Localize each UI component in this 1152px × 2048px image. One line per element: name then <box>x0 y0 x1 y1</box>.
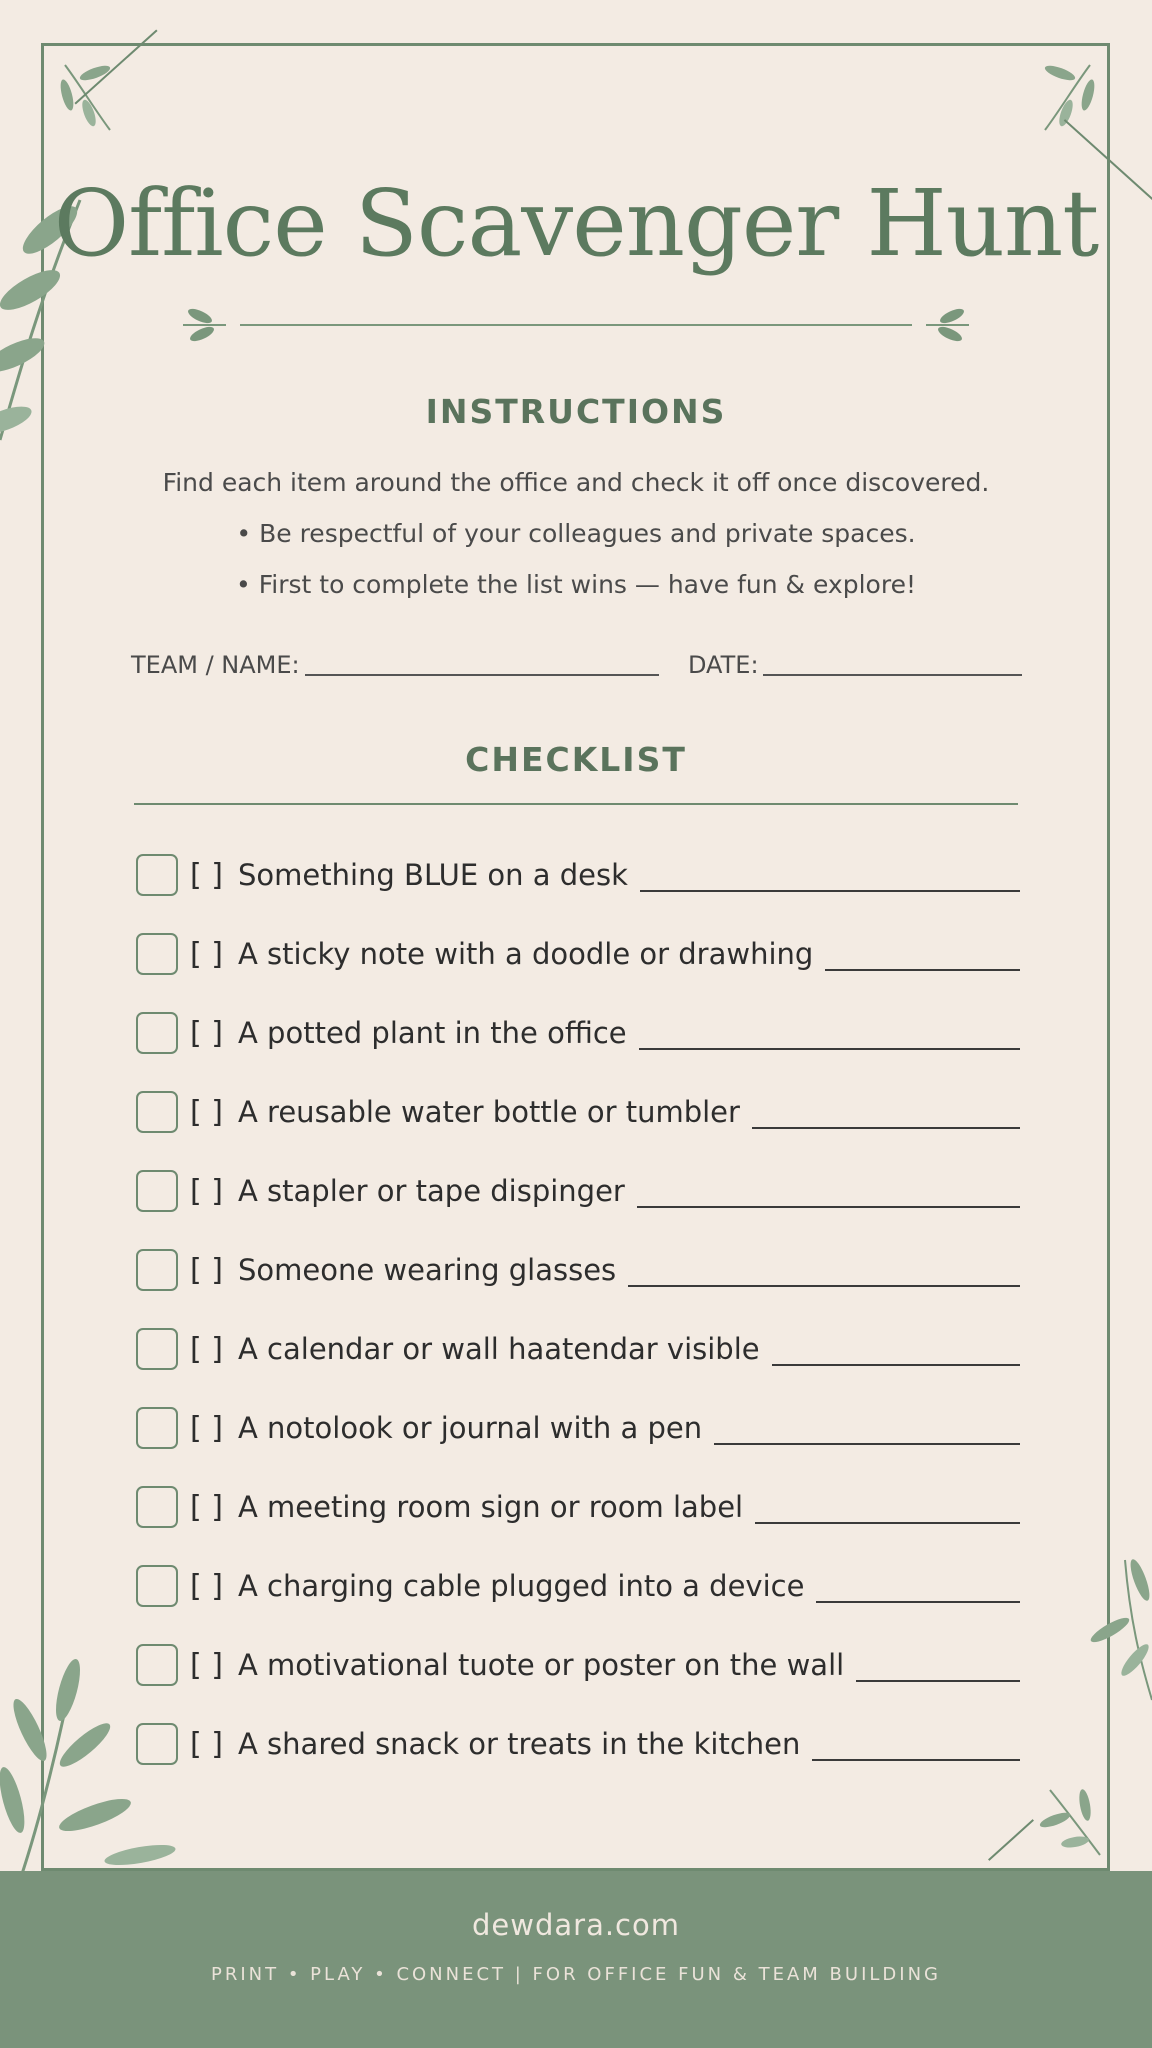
checklist-divider <box>134 803 1018 805</box>
answer-line[interactable] <box>640 890 1020 892</box>
answer-line[interactable] <box>812 1759 1020 1761</box>
checklist-item <box>136 1089 1020 1139</box>
checkbox-bracket: [ ] <box>190 858 223 893</box>
answer-line[interactable] <box>637 1206 1020 1208</box>
checklist-item <box>136 1010 1020 1060</box>
instruction-line: • First to complete the list wins — have fun & explore! <box>236 570 916 599</box>
checklist-item <box>136 852 1020 902</box>
checklist-item <box>136 1642 1020 1692</box>
checklist-item-label: Someone wearing glasses <box>238 1253 617 1287</box>
checkbox-bracket: [ ] <box>190 1648 223 1683</box>
leaf-sprig-icon <box>1080 1550 1152 1710</box>
checkbox[interactable] <box>136 1565 178 1607</box>
checkbox-bracket: [ ] <box>190 1174 223 1209</box>
checkbox[interactable] <box>136 854 178 896</box>
checkbox-bracket: [ ] <box>190 1016 223 1051</box>
instruction-line: • Be respectful of your colleagues and private spaces. <box>236 519 916 548</box>
checkbox[interactable] <box>136 1249 178 1291</box>
answer-line[interactable] <box>825 969 1020 971</box>
checkbox-bracket: [ ] <box>190 1727 223 1762</box>
answer-line[interactable] <box>816 1601 1020 1603</box>
checklist-item-label: A shared snack or treats in the kitchen <box>238 1727 801 1761</box>
checklist-item-label: A meeting room sign or room label <box>238 1490 744 1524</box>
footer <box>0 1871 1152 2048</box>
checkbox-bracket: [ ] <box>190 1332 223 1367</box>
checkbox[interactable] <box>136 1328 178 1370</box>
checklist-item-label: A stapler or tape dispinger <box>238 1174 625 1208</box>
instructions-heading: INSTRUCTIONS <box>425 392 727 431</box>
checklist-item-label: A notolook or journal with a pen <box>238 1411 703 1445</box>
checkbox-bracket: [ ] <box>190 1253 223 1288</box>
checkbox[interactable] <box>136 1407 178 1449</box>
checklist-item <box>136 931 1020 981</box>
checkbox-bracket: [ ] <box>190 1569 223 1604</box>
team-name-label: TEAM / NAME: <box>131 651 300 679</box>
checklist-item-label: A motivational tuote or poster on the wall <box>238 1648 845 1682</box>
page-title: Office Scavenger Hunt <box>53 170 1099 277</box>
answer-line[interactable] <box>772 1364 1020 1366</box>
team-name-field[interactable] <box>305 674 659 676</box>
checklist-item-label: A calendar or wall haatendar visible <box>238 1332 760 1366</box>
answer-line[interactable] <box>755 1522 1020 1524</box>
leaf-ornament-left-icon <box>178 305 228 345</box>
checkbox[interactable] <box>136 1723 178 1765</box>
checklist-item-label: A sticky note with a doodle or drawhing <box>238 937 814 971</box>
title-divider <box>240 324 912 326</box>
checkbox[interactable] <box>136 1170 178 1212</box>
checklist-heading: CHECKLIST <box>465 740 687 779</box>
checkbox[interactable] <box>136 1644 178 1686</box>
checkbox[interactable] <box>136 1091 178 1133</box>
answer-line[interactable] <box>752 1127 1020 1129</box>
checkbox-bracket: [ ] <box>190 1411 223 1446</box>
checkbox[interactable] <box>136 1486 178 1528</box>
checklist-item <box>136 1405 1020 1455</box>
checklist-item <box>136 1247 1020 1297</box>
checklist-item <box>136 1563 1020 1613</box>
checkbox-bracket: [ ] <box>190 937 223 972</box>
leaf-ornament-right-icon <box>924 305 974 345</box>
checklist-item <box>136 1326 1020 1376</box>
checkbox[interactable] <box>136 933 178 975</box>
checkbox-bracket: [ ] <box>190 1095 223 1130</box>
checkbox-bracket: [ ] <box>190 1490 223 1525</box>
checklist-item-label: Something BLUE on a desk <box>238 858 628 892</box>
answer-line[interactable] <box>639 1048 1020 1050</box>
leaf-sprig-icon <box>1030 55 1100 135</box>
checkbox[interactable] <box>136 1012 178 1054</box>
answer-line[interactable] <box>856 1680 1020 1682</box>
checklist-item-label: A charging cable plugged into a device <box>238 1569 805 1603</box>
answer-line[interactable] <box>628 1285 1020 1287</box>
footer-tagline: PRINT • PLAY • CONNECT | FOR OFFICE FUN & TEAM BUILDING <box>210 1964 941 1985</box>
date-field[interactable] <box>763 674 1022 676</box>
checklist-item <box>136 1168 1020 1218</box>
checklist-item-label: A reusable water bottle or tumbler <box>238 1095 740 1129</box>
leaf-sprig-icon <box>1030 1780 1110 1860</box>
instruction-line: Find each item around the office and check it off once discovered. <box>162 468 990 497</box>
footer-site-link[interactable]: dewdara.com <box>472 1908 680 1942</box>
date-label: DATE: <box>688 651 759 679</box>
answer-line[interactable] <box>714 1443 1020 1445</box>
checklist-item <box>136 1484 1020 1534</box>
checklist-item <box>136 1721 1020 1771</box>
checklist-item-label: A potted plant in the office <box>238 1016 627 1050</box>
